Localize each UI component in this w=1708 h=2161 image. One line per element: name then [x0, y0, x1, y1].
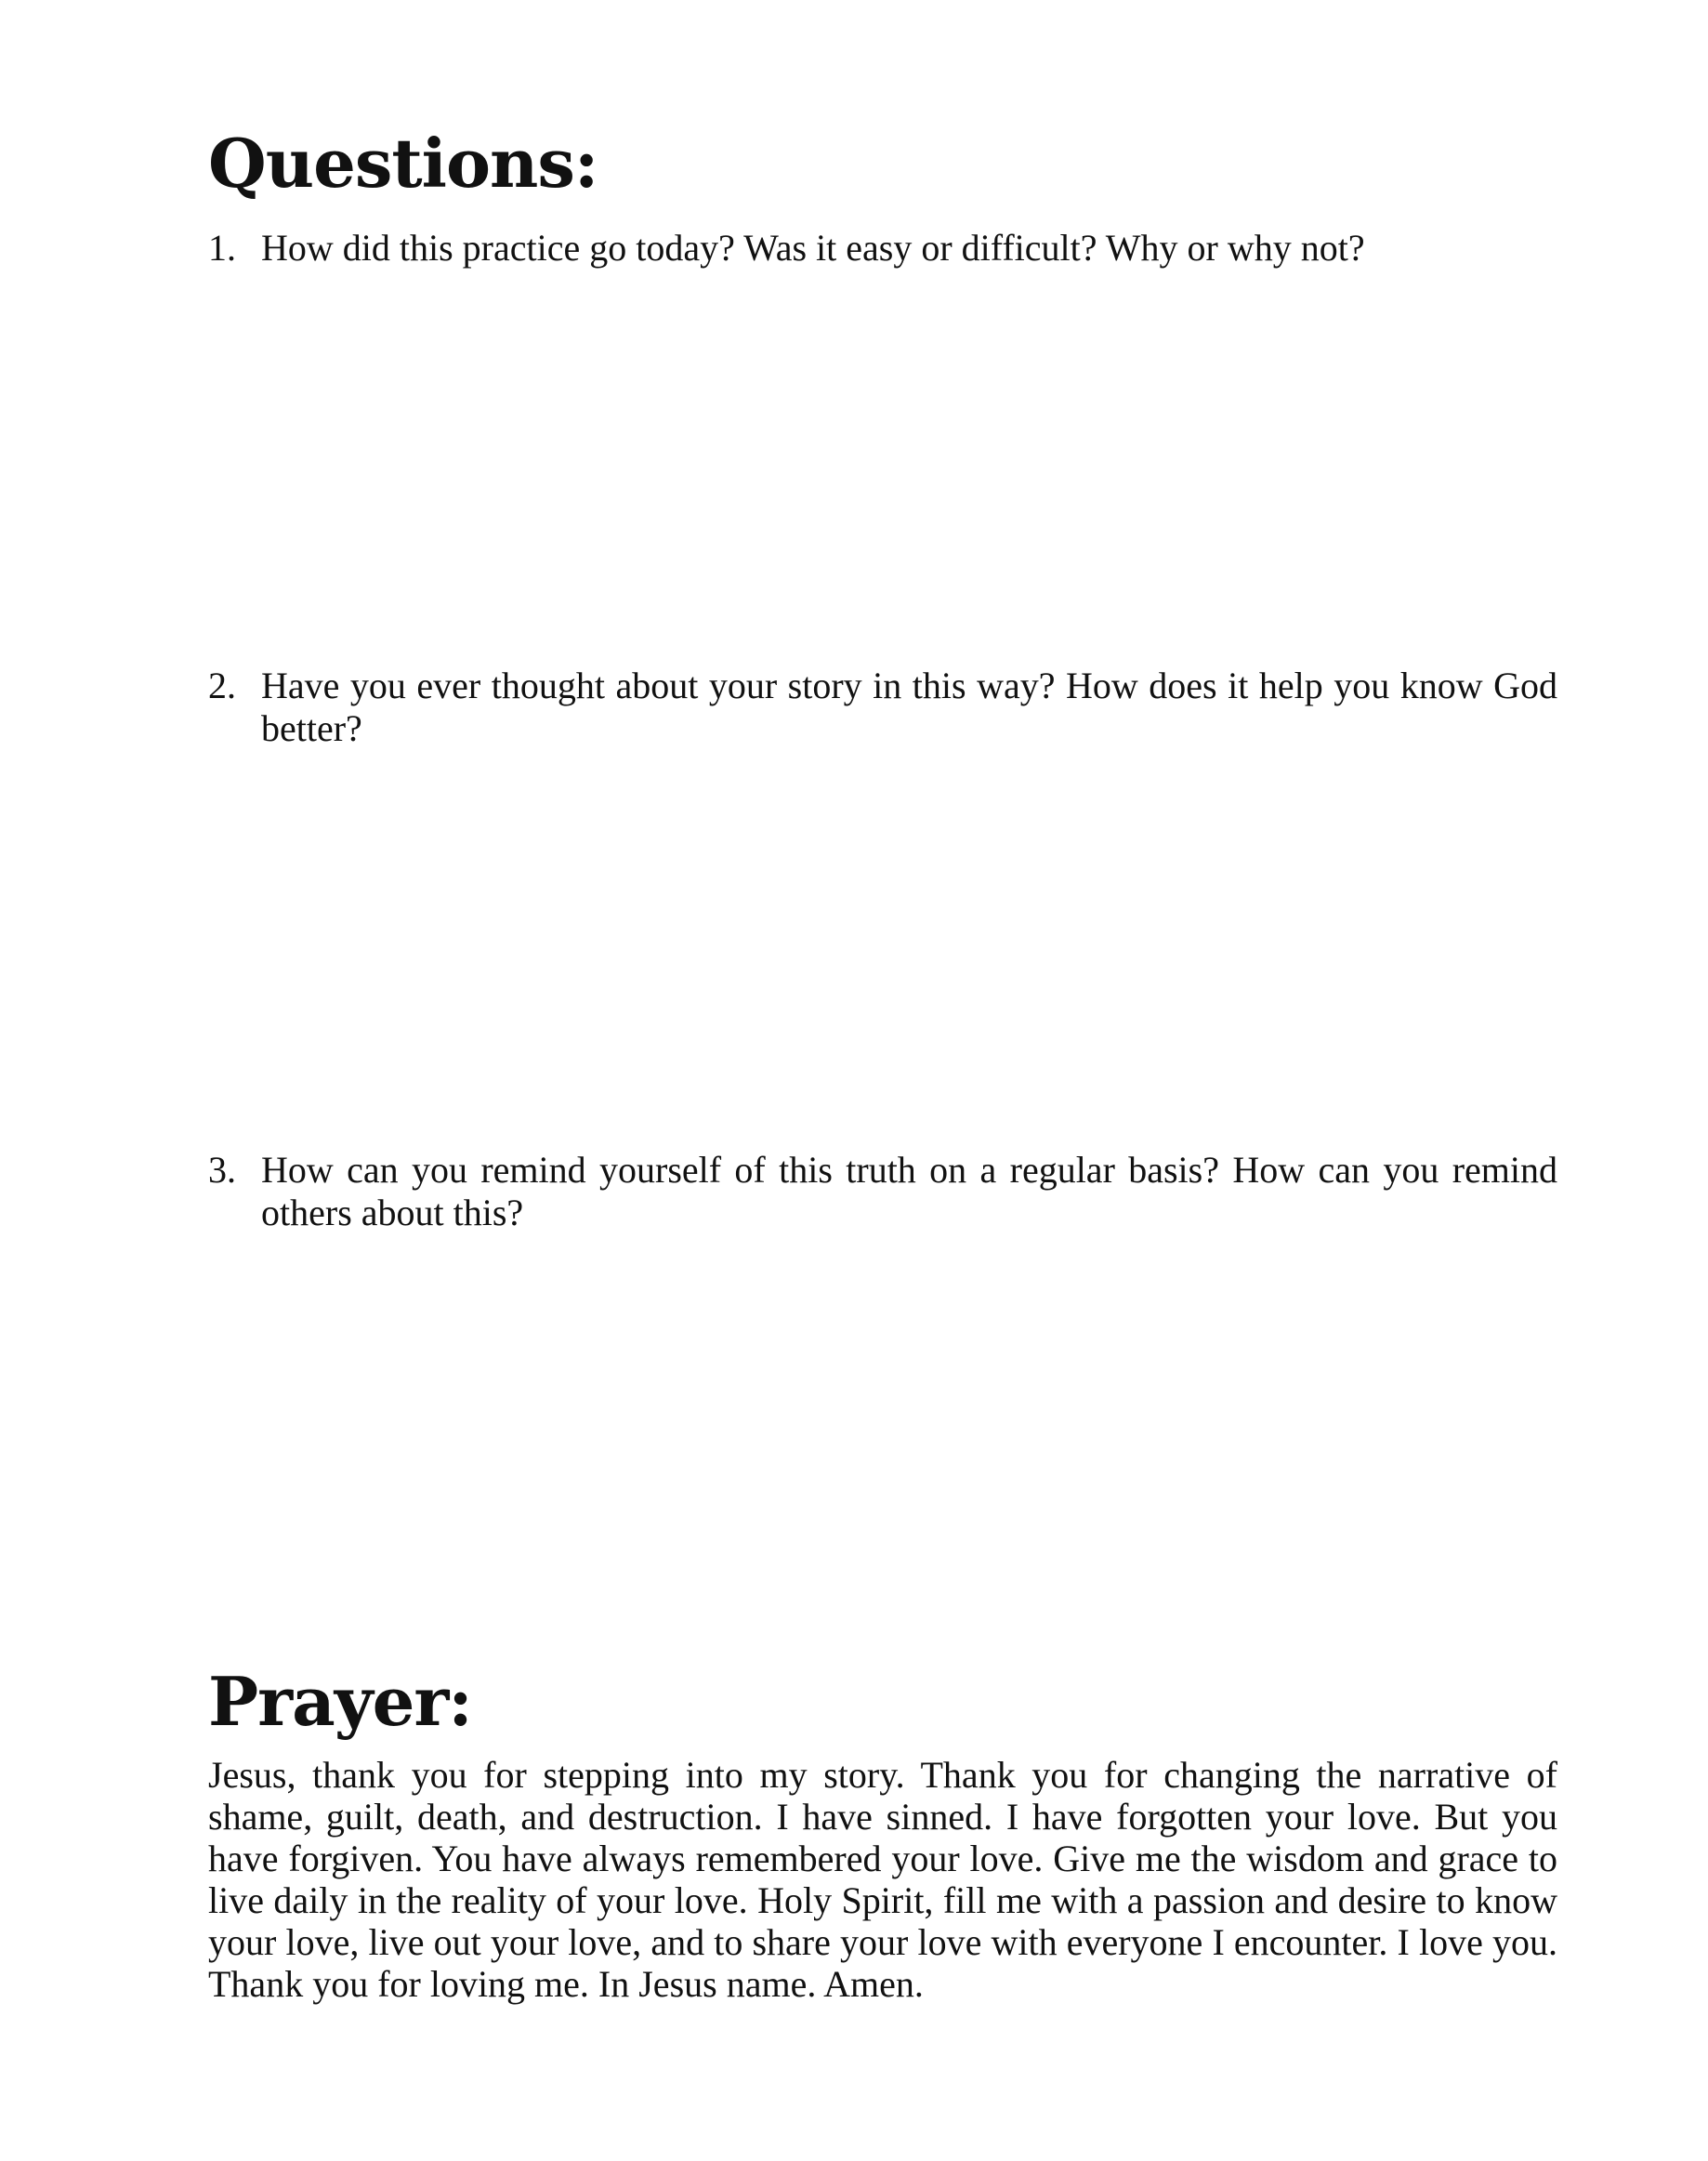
question-text: Have you ever thought about your story in this way? How does it help you know God better? [261, 665, 1557, 749]
prayer-text: Jesus, thank you for stepping into my story. Thank you for changing the narrative of shame, guilt, death, and destruction. I have sinned. I have forgotten your love. But you have forgiven. You have always remembered your love. Give me the wisdom and grace to live daily in the reality of your love. Holy Spirit, fill me with a passion and desire to know your love, live out your love, and to share your love with everyone I encounter. I love you. Thank you for loving me. In Jesus name. Amen. [208, 1754, 1557, 2005]
questions-heading: Questions: [208, 124, 598, 203]
prayer-heading: Prayer: [208, 1662, 472, 1741]
question-item [208, 665, 1557, 750]
question-number: 1. [208, 227, 236, 269]
question-number: 2. [208, 665, 236, 706]
question-text: How can you remind yourself of this truth on a regular basis? How can you remind others about this? [261, 1149, 1557, 1233]
question-item [208, 1149, 1557, 1234]
question-number: 3. [208, 1149, 236, 1191]
question-item [208, 227, 1557, 270]
question-text: How did this practice go today? Was it easy or difficult? Why or why not? [261, 227, 1365, 269]
